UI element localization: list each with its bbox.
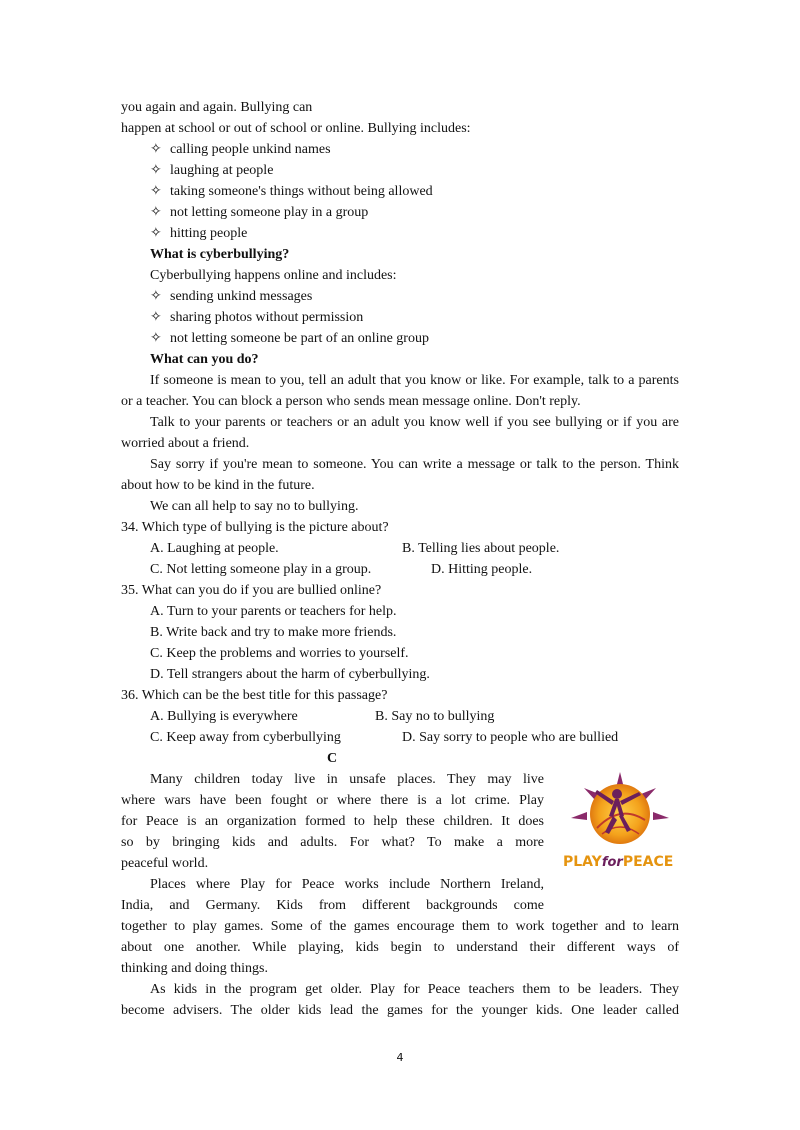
para-text: about how to be kind in the future. <box>121 478 315 493</box>
bullying-item: ✧ hitting people <box>150 224 247 244</box>
bullet-icon: ✧ <box>150 310 162 325</box>
para-text: where wars have been fought or where there is a lot crime. Play <box>121 793 544 808</box>
para-text: about one another. While playing, kids begin to understand their different ways of <box>121 940 679 955</box>
bullet-icon: ✧ <box>150 289 162 304</box>
para-text: together to play games. Some of the games encourage them to work together and to learn <box>121 919 679 934</box>
bullet-icon: ✧ <box>150 184 162 199</box>
question-stem: 34. Which type of bullying is the picture about? <box>121 520 389 535</box>
bullet-icon: ✧ <box>150 163 162 178</box>
para-text: or a teacher. You can block a person who sends mean message online. Don't reply. <box>121 394 581 409</box>
intro-line-2: happen at school or out of school or online. Bullying includes: <box>121 121 471 136</box>
cyber-item: ✧ not letting someone be part of an online group <box>150 329 429 349</box>
what-can-heading: What can you do? <box>150 352 259 367</box>
question-stem: 35. What can you do if you are bullied online? <box>121 583 382 598</box>
bullying-item: ✧ laughing at people <box>150 161 273 181</box>
option-b: B. Say no to bullying <box>375 709 495 724</box>
option-d: D. Say sorry to people who are bullied <box>402 730 619 745</box>
bullying-item: ✧ taking someone's things without being allowed <box>150 182 433 202</box>
para-text: Say sorry if you're mean to someone. You can write a message or talk to the person. Think <box>150 457 679 472</box>
para-text: Talk to your parents or teachers or an adult you know well if you see bullying or if you are <box>150 415 679 430</box>
bullying-item: ✧ calling people unkind names <box>150 140 331 160</box>
para-text: Places where Play for Peace works include Northern Ireland, <box>150 877 544 892</box>
para-text: worried about a friend. <box>121 436 250 451</box>
bullet-icon: ✧ <box>150 205 162 220</box>
bullet-icon: ✧ <box>150 331 162 346</box>
para-text: peaceful world. <box>121 856 209 871</box>
option-c: C. Keep the problems and worries to yourself. <box>150 646 409 661</box>
para-text: for Peace is an organization formed to help these children. It does <box>121 814 544 829</box>
para-text: If someone is mean to you, tell an adult that you know or like. For example, talk to a parents <box>150 373 679 388</box>
cyber-item: ✧ sending unkind messages <box>150 287 312 307</box>
page-number: 4 <box>396 1051 404 1064</box>
play-for-peace-logo <box>557 768 683 878</box>
logo-wordmark: PLAYforPEACE <box>563 854 674 870</box>
option-d: D. Hitting people. <box>431 562 533 577</box>
para-text: Many children today live in unsafe places. They may live <box>150 772 544 787</box>
option-a: A. Bullying is everywhere <box>150 709 298 724</box>
option-d: D. Tell strangers about the harm of cyberbullying. <box>150 667 430 682</box>
para-text: thinking and doing things. <box>121 961 268 976</box>
cyber-intro: Cyberbullying happens online and includes: <box>150 268 397 283</box>
option-a: A. Laughing at people. <box>150 541 279 556</box>
para-text: become advisers. The older kids lead the games for the younger kids. One leader called <box>121 1003 679 1018</box>
bullying-item: ✧ not letting someone play in a group <box>150 203 368 223</box>
option-c: C. Keep away from cyberbullying <box>150 730 341 745</box>
intro-line-1: you again and again. Bullying can <box>121 100 313 115</box>
para-text: so by bringing kids and adults. For what? To make a more <box>121 835 544 850</box>
option-b: B. Telling lies about people. <box>402 541 560 556</box>
para-text: India, and Germany. Kids from different backgrounds come <box>121 898 544 913</box>
option-c: C. Not letting someone play in a group. <box>150 562 372 577</box>
question-stem: 36. Which can be the best title for this passage? <box>121 688 388 703</box>
para-text: We can all help to say no to bullying. <box>150 499 359 514</box>
para-text: As kids in the program get older. Play for Peace teachers them to be leaders. They <box>150 982 679 997</box>
option-b: B. Write back and try to make more friends. <box>150 625 397 640</box>
bullet-icon: ✧ <box>150 142 162 157</box>
cyber-heading: What is cyberbullying? <box>150 247 290 262</box>
section-label: C <box>327 751 338 766</box>
option-a: A. Turn to your parents or teachers for help. <box>150 604 397 619</box>
bullet-icon: ✧ <box>150 226 162 241</box>
cyber-item: ✧ sharing photos without permission <box>150 308 363 328</box>
